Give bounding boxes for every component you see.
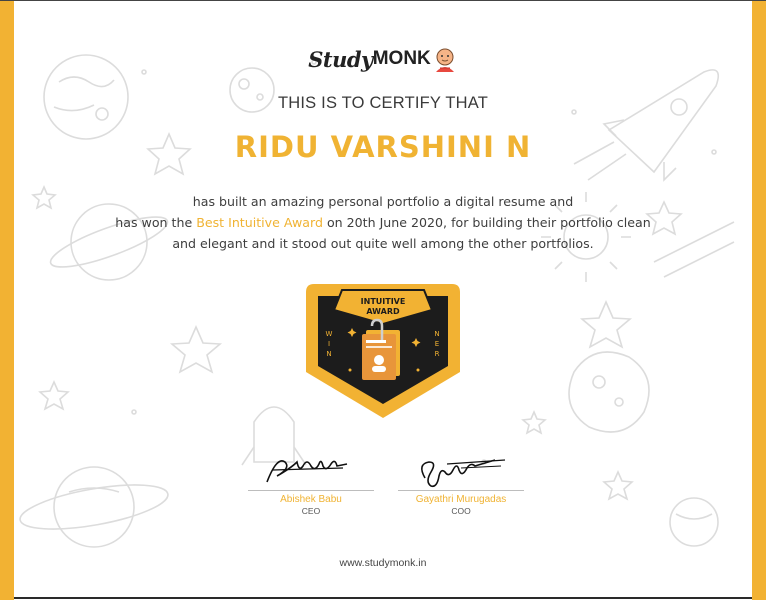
coo-signature-line [398, 490, 524, 491]
certificate-description [14, 191, 752, 254]
small-planet-icon [670, 498, 718, 546]
certificate-paper [14, 2, 752, 595]
badge-side-letter: R [434, 350, 440, 358]
monk-face-icon [432, 46, 458, 72]
asteroid-icon [569, 352, 649, 432]
recipient-name: RIDU VARSHINI N [234, 130, 532, 164]
description-line-3: and elegant and it stood out quite well among the other portfolios. [172, 236, 594, 251]
badge-side-letter: N [326, 350, 332, 358]
description-line-2-prefix: has won the [115, 215, 197, 230]
logo-monk-text: MONK [372, 48, 431, 69]
description-line-1: has built an amazing personal portfolio a digital resume and [192, 194, 574, 209]
badge-title-line-2: AWARD [366, 307, 400, 316]
description-line-2 [14, 212, 752, 233]
left-border-bar [0, 1, 14, 600]
certify-heading: THIS IS TO CERTIFY THAT [278, 94, 488, 112]
description-line-2-suffix: on 20th June 2020, for building their portfolio clean [322, 215, 651, 230]
badge-side-letter: E [434, 340, 440, 348]
ceo-signature-icon [261, 452, 361, 488]
coo-name: Gayathri Murugadas [415, 494, 507, 505]
logo-study-text: Study [308, 46, 373, 72]
badge-title-line-1: INTUITIVE [360, 297, 406, 306]
badge-side-letter: N [434, 330, 440, 338]
signature-block-coo [386, 452, 536, 516]
badge-side-letter: I [327, 340, 331, 348]
badge-side-letter: W [325, 330, 333, 338]
award-name-highlight: Best Intuitive Award [196, 215, 323, 230]
saturn-icon [17, 467, 171, 547]
intuitive-award-badge [302, 280, 464, 420]
right-border-bar [752, 1, 766, 600]
ceo-name: Abishek Babu [280, 494, 342, 505]
ceo-signature-line [248, 490, 374, 491]
ceo-role: CEO [301, 506, 321, 516]
website-url: www.studymonk.in [339, 557, 427, 569]
studymonk-logo [14, 46, 752, 72]
signature-block-ceo [236, 452, 386, 516]
coo-signature-icon [411, 452, 511, 488]
coo-role: COO [451, 506, 471, 516]
